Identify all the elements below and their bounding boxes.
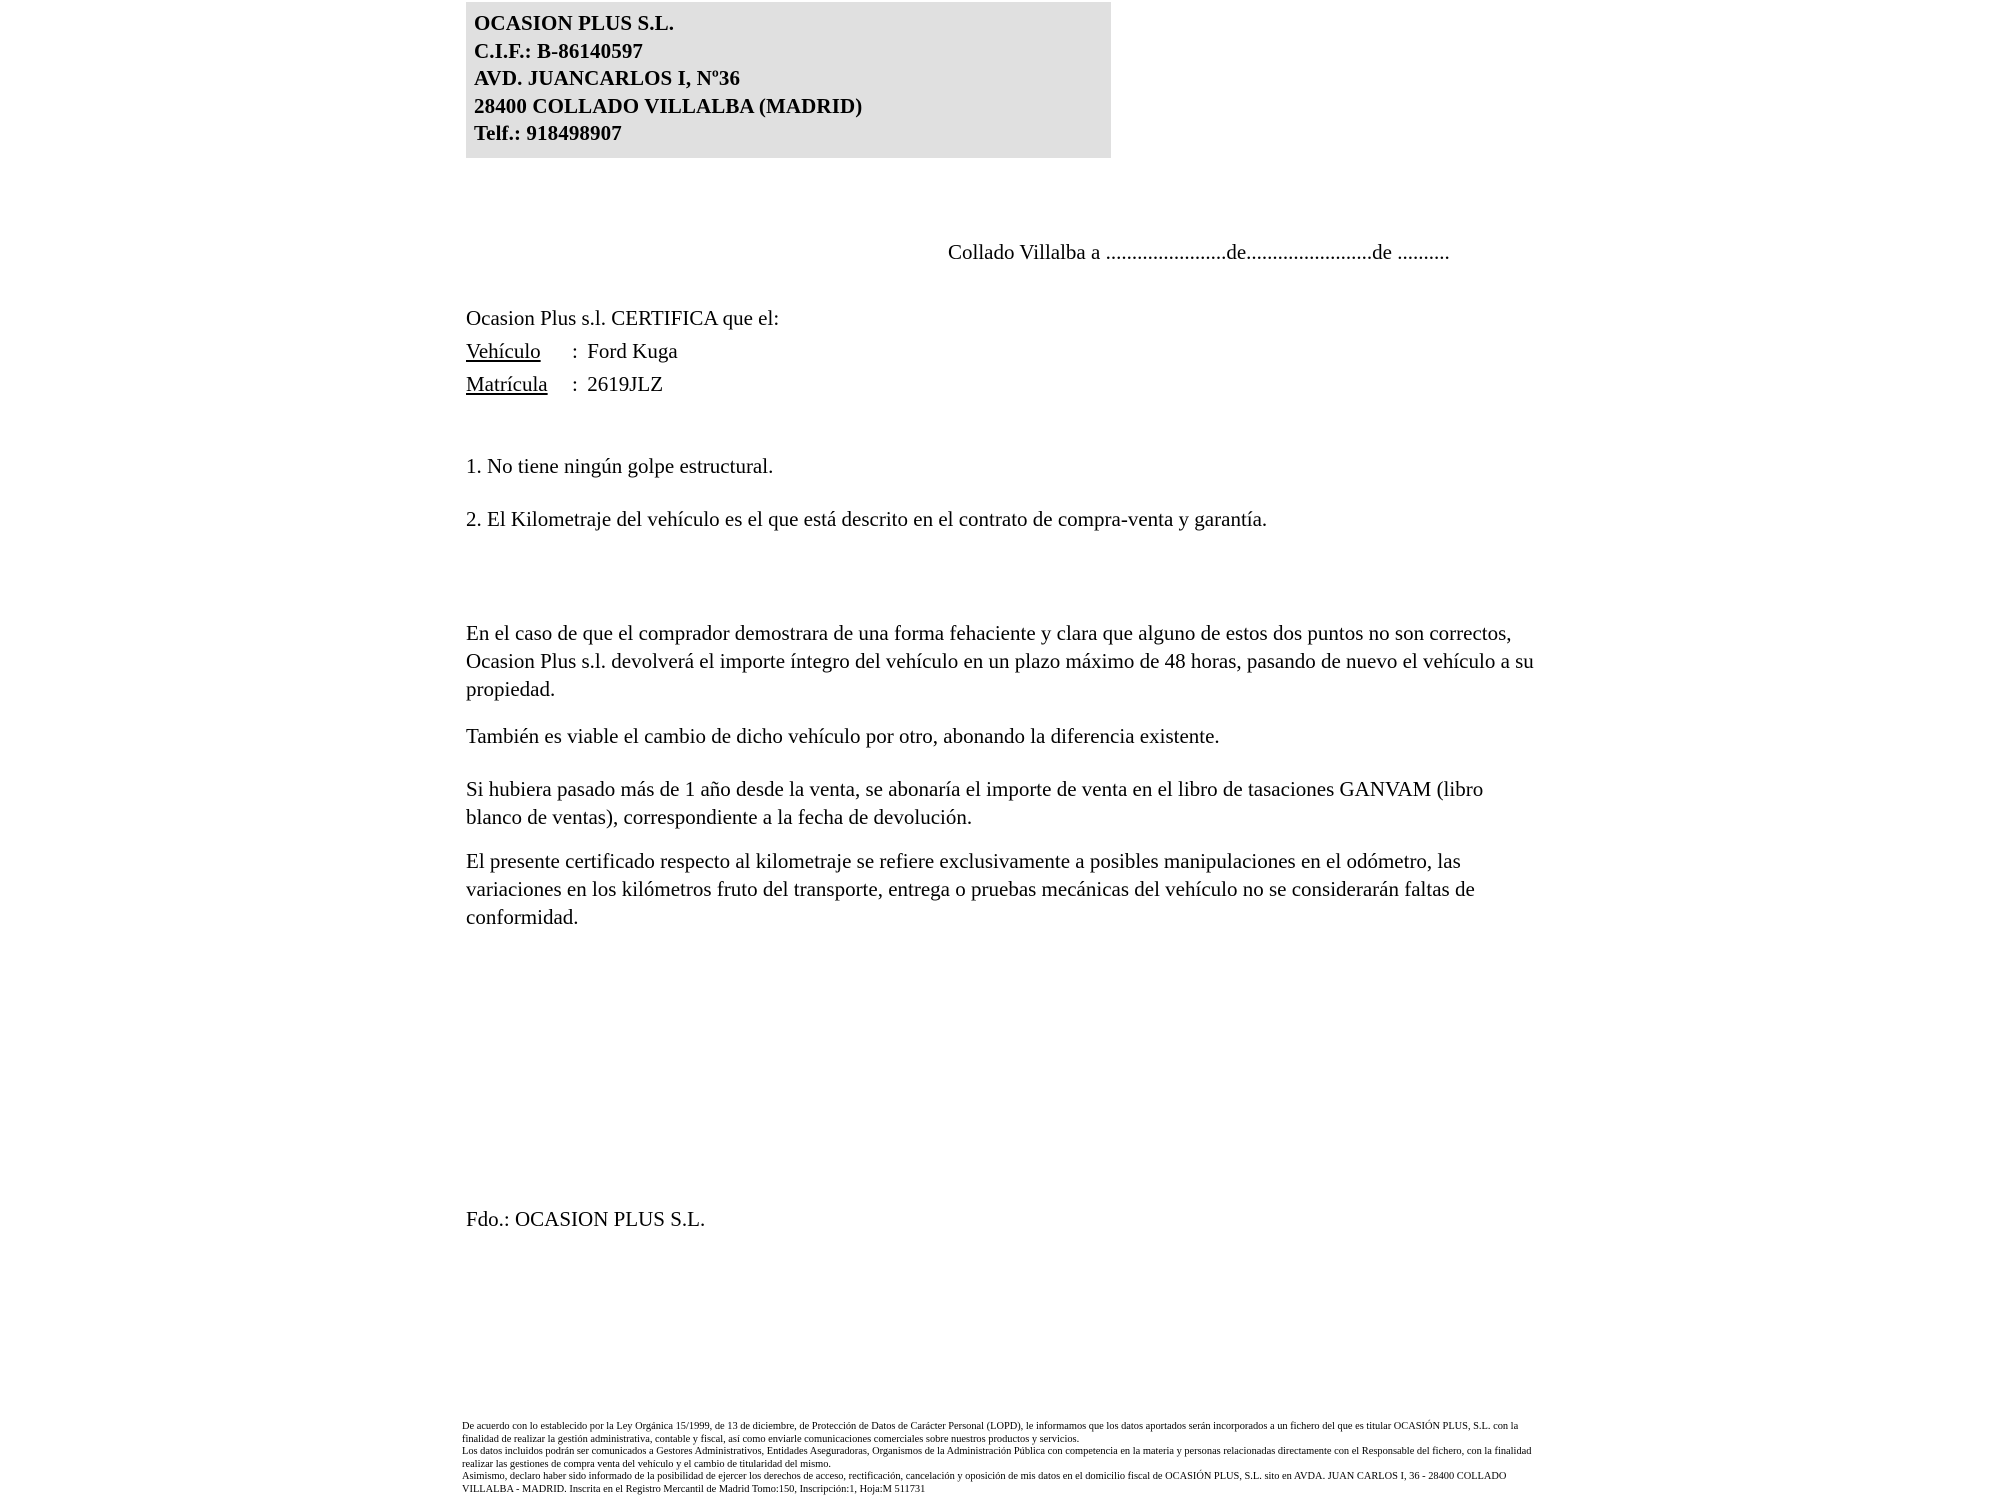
legal-paragraph-2: Los datos incluidos podrán ser comunicados a Gestores Administrativos, Entidades Aseguradoras, Organismos de la Administración Pública con competencia en la materia y personas relacionadas directamente con el Responsable del fichero, con la finalidad realizar las gestiones de compra venta del vehículo y el cambio de titularidad del mismo. xyxy=(462,1446,1532,1470)
date-line: Collado Villalba a .......................de........................de .......... xyxy=(948,240,1450,264)
legal-paragraph-3: Asimismo, declaro haber sido informado de la posibilidad de ejercer los derechos de acceso, rectificación, cancelación y oposición de mis datos en el domicilio fiscal de OCASIÓN PLUS, S.L. sito en AVDA. JUAN CARLOS I, 36 - 28400 COLLADO VILLALBA - MADRID. Inscrita en el Registro Mercantil de Madrid Tomo:150, Inscripción:1, Hoja:M 511731 xyxy=(462,1471,1507,1495)
plate-field-label: Matrícula xyxy=(466,372,548,396)
vehicle-field-value: Ford Kuga xyxy=(587,339,678,363)
paragraph-odometer-scope: El presente certificado respecto al kilometraje se refiere exclusivamente a posibles manipulaciones en el odómetro, las variaciones en los kilómetros fruto del transporte, entrega o pruebas mecánicas del vehículo no se considerarán faltas de conformidad. xyxy=(466,849,1475,929)
vehicle-field-label: Vehículo xyxy=(466,339,541,363)
company-name: OCASION PLUS S.L. xyxy=(474,11,675,35)
paragraph-one-year-clause: Si hubiera pasado más de 1 año desde la venta, se abonaría el importe de venta en el libro de tasaciones GANVAM (libro blanco de ventas), correspondiente a la fecha de devolución. xyxy=(466,777,1484,829)
company-letterhead xyxy=(466,2,1111,158)
vehicle-field-separator: : xyxy=(572,339,578,363)
vehicle-field-row xyxy=(466,335,779,368)
company-address-city: 28400 COLLADO VILLALBA (MADRID) xyxy=(474,93,863,118)
plate-field-value: 2619JLZ xyxy=(587,372,664,396)
certification-block xyxy=(466,302,779,401)
certification-point-2: 2. El Kilometraje del vehículo es el que está descrito en el contrato de compra-venta y garantía. xyxy=(466,507,1268,531)
paragraph-refund-terms: En el caso de que el comprador demostrara de una forma fehaciente y clara que alguno de estos dos puntos no son correctos, Ocasion Plus s.l. devolverá el importe íntegro del vehículo en un plazo máximo de 48 horas, pasando de nuevo el vehículo a su propiedad. xyxy=(466,621,1534,701)
company-cif: C.I.F.: B-86140597 xyxy=(474,38,644,63)
paragraph-exchange-option: También es viable el cambio de dicho vehículo por otro, abonando la diferencia existente. xyxy=(466,724,1220,748)
legal-paragraph-1: De acuerdo con lo establecido por la Ley Orgánica 15/1999, de 13 de diciembre, de Protección de Datos de Carácter Personal (LOPD), le informamos que los datos aportados serán incorporados a un fichero del que es titular OCASIÓN PLUS, S.L. con la finalidad de realizar la gestión administrativa, contable y fiscal, así como enviarle comunicaciones comerciales sobre nuestros productos y servicios. xyxy=(462,1421,1519,1445)
signature-line: Fdo.: OCASION PLUS S.L. xyxy=(466,1207,706,1231)
plate-field-separator: : xyxy=(572,372,578,396)
legal-footer xyxy=(462,1421,1547,1497)
plate-field-row xyxy=(466,368,779,401)
company-address-street: AVD. JUANCARLOS I, Nº36 xyxy=(474,66,741,90)
certification-point-1: 1. No tiene ningún golpe estructural. xyxy=(466,454,774,478)
company-phone: Telf.: 918498907 xyxy=(474,121,622,145)
certification-intro: Ocasion Plus s.l. CERTIFICA que el: xyxy=(466,306,780,330)
